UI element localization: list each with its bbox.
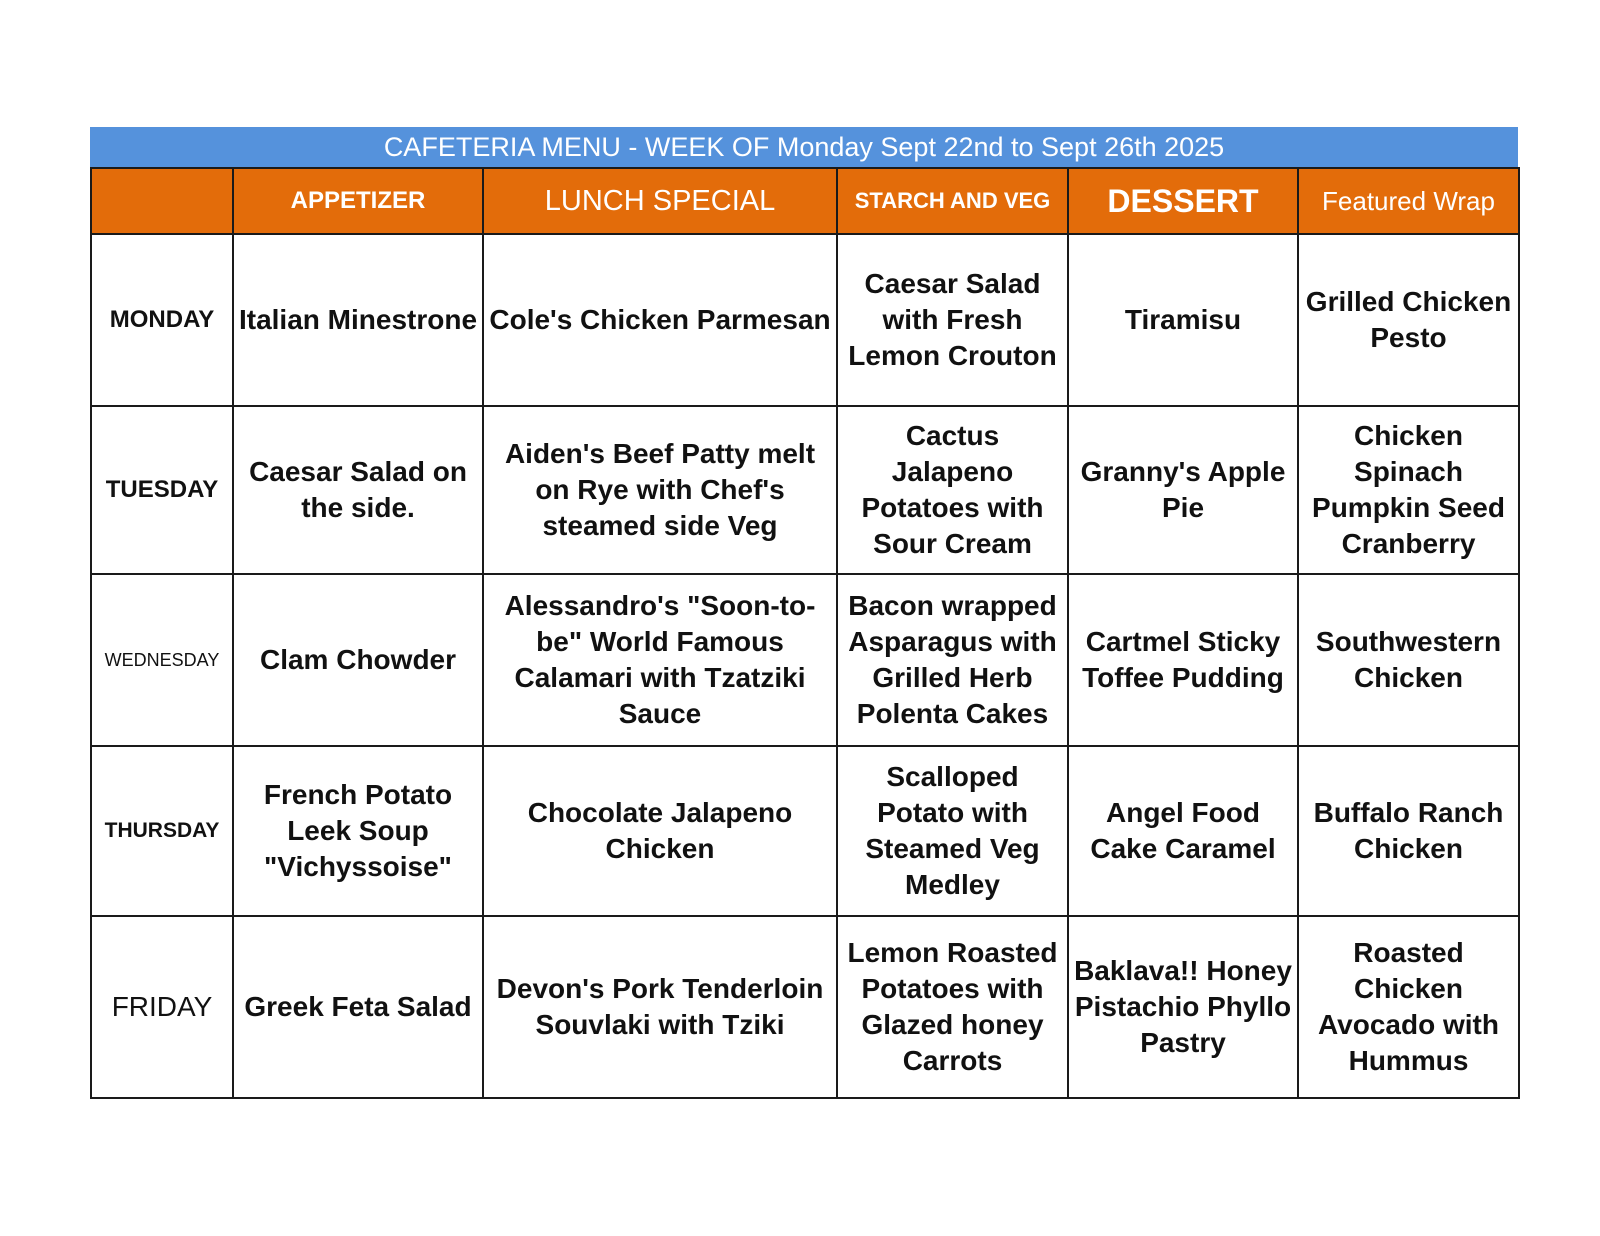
header-starch-and-veg: STARCH AND VEG [837,168,1068,234]
featured-wrap-cell: Roasted Chicken Avocado with Hummus [1298,916,1519,1098]
appetizer-cell: Clam Chowder [233,574,483,746]
day-label: MONDAY [91,234,233,406]
day-label: TUESDAY [91,406,233,574]
menu-title: CAFETERIA MENU - WEEK OF Monday Sept 22nd to Sept 26th 2025 [90,127,1518,167]
table-row [91,916,1519,1098]
starch-and-veg-cell: Lemon Roasted Potatoes with Glazed honey Carrots [837,916,1068,1098]
appetizer-cell: French Potato Leek Soup "Vichyssoise" [233,746,483,916]
day-label: FRIDAY [91,916,233,1098]
day-label: THURSDAY [91,746,233,916]
dessert-cell: Tiramisu [1068,234,1298,406]
day-label: WEDNESDAY [91,574,233,746]
header-appetizer: APPETIZER [233,168,483,234]
featured-wrap-cell: Buffalo Ranch Chicken [1298,746,1519,916]
starch-and-veg-cell: Scalloped Potato with Steamed Veg Medley [837,746,1068,916]
table-row [91,746,1519,916]
table-row [91,574,1519,746]
starch-and-veg-cell: Caesar Salad with Fresh Lemon Crouton [837,234,1068,406]
dessert-cell: Cartmel Sticky Toffee Pudding [1068,574,1298,746]
lunch-special-cell: Devon's Pork Tenderloin Souvlaki with Tziki [483,916,837,1098]
starch-and-veg-cell: Bacon wrapped Asparagus with Grilled Herb Polenta Cakes [837,574,1068,746]
featured-wrap-cell: Chicken Spinach Pumpkin Seed Cranberry [1298,406,1519,574]
table-row [91,406,1519,574]
table-row [91,234,1519,406]
header-dessert: DESSERT [1068,168,1298,234]
header-row [91,168,1519,234]
featured-wrap-cell: Grilled Chicken Pesto [1298,234,1519,406]
lunch-special-cell: Alessandro's "Soon-to-be" World Famous Calamari with Tzatziki Sauce [483,574,837,746]
menu-document [90,127,1518,1099]
featured-wrap-cell: Southwestern Chicken [1298,574,1519,746]
dessert-cell: Granny's Apple Pie [1068,406,1298,574]
lunch-special-cell: Cole's Chicken Parmesan [483,234,837,406]
appetizer-cell: Greek Feta Salad [233,916,483,1098]
header-corner [91,168,233,234]
dessert-cell: Baklava!! Honey Pistachio Phyllo Pastry [1068,916,1298,1098]
header-featured-wrap: Featured Wrap [1298,168,1519,234]
appetizer-cell: Caesar Salad on the side. [233,406,483,574]
lunch-special-cell: Chocolate Jalapeno Chicken [483,746,837,916]
dessert-cell: Angel Food Cake Caramel [1068,746,1298,916]
menu-table [90,167,1520,1099]
lunch-special-cell: Aiden's Beef Patty melt on Rye with Chef's steamed side Veg [483,406,837,574]
starch-and-veg-cell: Cactus Jalapeno Potatoes with Sour Cream [837,406,1068,574]
appetizer-cell: Italian Minestrone [233,234,483,406]
header-lunch-special: LUNCH SPECIAL [483,168,837,234]
